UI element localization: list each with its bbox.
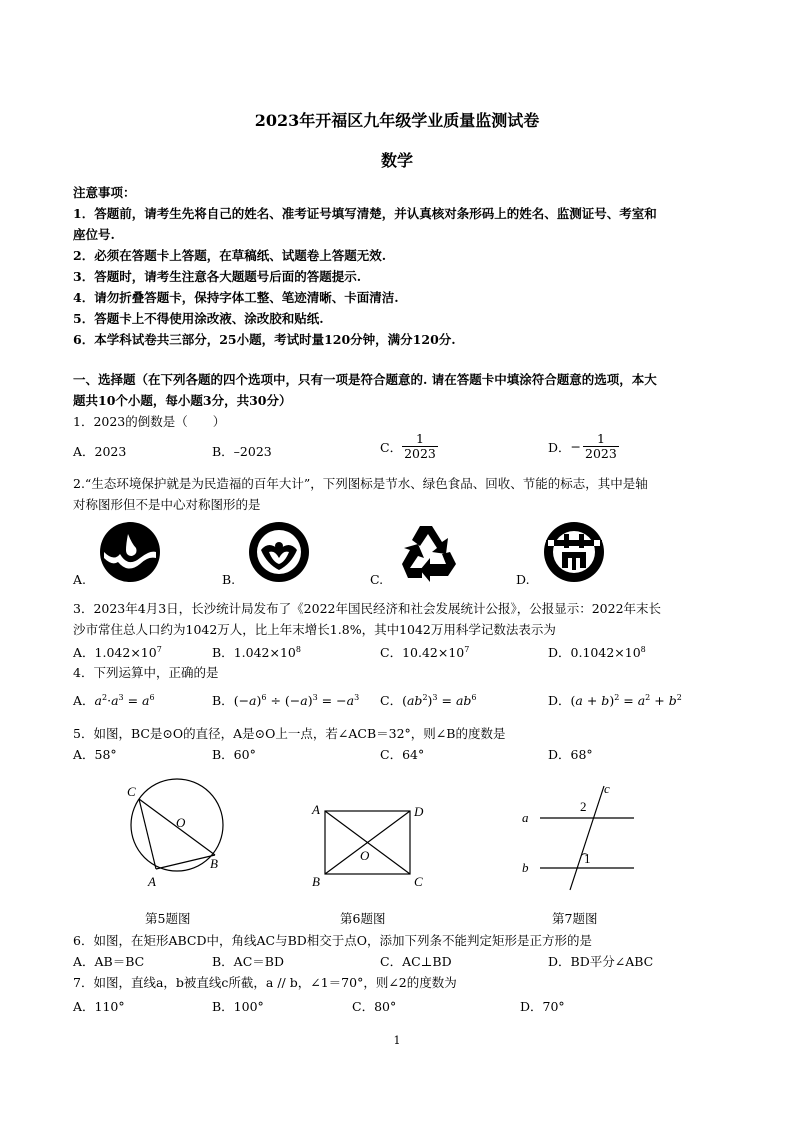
- q3-option-b-label: B．: [212, 645, 234, 660]
- q3-stem-line1: 3．2023年4月3日，长沙统计局发布了《2022年国民经济和社会发展统计公报》，公报显示：2022年末长: [73, 601, 662, 616]
- q2-option-c: C.: [370, 572, 384, 587]
- notice-item-4: 4．请勿折叠答题卡，保持字体工整、笔迹清晰、卡面清洁.: [73, 290, 399, 305]
- q7-stem: 7．如图，直线a，b被直线c所截，a // b，∠1＝70°，则∠2的度数为: [73, 975, 457, 990]
- q3-option-c-exponent: 7: [464, 645, 470, 654]
- q1-option-b: B．–2023: [212, 444, 272, 459]
- q4-option-c-label: C．: [380, 693, 403, 708]
- q1-option-c-label: C．: [380, 439, 403, 455]
- svg-text:B: B: [312, 874, 320, 889]
- q3-stem-line2: 沙市常住总人口约为1042万人，比上年末增长1.8%，其中1042万用科学记数法表示为: [73, 622, 556, 637]
- svg-text:a: a: [522, 810, 529, 825]
- section1-intro-line1: 一、选择题（在下列各题的四个选项中，只有一项是符合题意的. 请在答题卡中填涂符合题意的选项，本大: [73, 372, 657, 387]
- q3-option-d: [548, 643, 646, 661]
- energy-saving-icon: [542, 520, 606, 584]
- q4-option-b: B．$(-a)^6 \div (-a)^3 = -a^3$: [212, 693, 360, 708]
- figure-5-caption: 第5题图: [145, 911, 191, 926]
- recycle-icon: [396, 520, 460, 584]
- q7-option-b: B．100°: [212, 999, 264, 1014]
- q1-option-d-label: D．: [548, 439, 571, 455]
- svg-text:C: C: [414, 874, 423, 889]
- q6-option-c: C．AC⊥BD: [380, 954, 452, 969]
- subject-title: 数学: [380, 151, 413, 170]
- q4-option-a-label: A．: [73, 693, 95, 708]
- q3-option-b: [212, 643, 301, 661]
- q4-option-d: D．$(a + b)^2 = a^2 + b^2$: [548, 693, 682, 708]
- exam-title: 2023年开福区九年级学业质量监测试卷: [254, 111, 540, 130]
- q3-option-d-exponent: 8: [640, 645, 646, 654]
- q3-option-a: [73, 643, 162, 661]
- q7-option-d: D．70°: [520, 999, 565, 1014]
- svg-text:b: b: [522, 860, 529, 875]
- notice-item-1-cont: 座位号.: [73, 227, 115, 242]
- q4-option-c: C．$(ab^2)^3 = ab^6$: [380, 693, 477, 708]
- q1-option-d-fraction: [583, 432, 619, 461]
- notice-item-3: 3．答题时，请考生注意各大题题号后面的答题提示.: [73, 269, 362, 284]
- figure-6-caption: 第6题图: [340, 911, 386, 926]
- svg-text:A: A: [312, 802, 320, 817]
- q2-stem-line1: 2.“生态环境保护就是为民造福的百年大计”，下列图标是节水、绿色食品、回收、节能的标志，其中是轴: [73, 476, 648, 491]
- q3-option-c-label: C．: [380, 645, 403, 660]
- q3-option-d-base: 0.1042×10: [570, 645, 641, 660]
- q2-option-d: D.: [516, 572, 530, 587]
- q1-option-d: [548, 432, 619, 461]
- q6-stem: 6．如图，在矩形ABCD中，角线AC与BD相交于点O，添加下列条不能判定矩形是正方形的是: [73, 933, 593, 948]
- q1-option-c-denominator: 2023: [404, 446, 436, 461]
- q1-option-d-numerator: 1: [583, 432, 619, 447]
- q7-option-c: C．80°: [352, 999, 397, 1014]
- svg-text:D: D: [414, 804, 424, 819]
- q3-option-a-base: 1.042×10: [94, 645, 157, 660]
- figure-6-rectangle-diagram: [308, 800, 430, 892]
- q4-stem: 4．下列运算中，正确的是: [73, 665, 219, 680]
- q4-option-d-label: D．: [548, 693, 571, 708]
- green-food-icon: [247, 520, 311, 584]
- q6-option-a: A．AB＝BC: [73, 954, 145, 969]
- figure-5-circle-diagram: [118, 778, 228, 893]
- q5-stem: 5．如图，BC是⊙O的直径，A是⊙O上一点，若∠ACB＝32°，则∠B的度数是: [73, 726, 506, 741]
- q3-option-b-base: 1.042×10: [233, 645, 296, 660]
- q2-option-b: B.: [222, 572, 236, 587]
- page-number: 1: [393, 1034, 401, 1047]
- water-saving-icon: [98, 520, 162, 584]
- q5-option-c: C．64°: [380, 747, 425, 762]
- section1-intro-line2: 题共10个小题，每小题3分，共30分）: [73, 393, 292, 408]
- q3-option-a-label: A．: [73, 645, 95, 660]
- q3-option-d-label: D．: [548, 645, 571, 660]
- q2-stem-line2: 对称图形但不是中心对称图形的是: [73, 497, 261, 512]
- q5-option-a: A．58°: [73, 747, 117, 762]
- q1-option-a: A．2023: [73, 444, 127, 459]
- q7-option-a: A．110°: [73, 999, 125, 1014]
- q6-option-d: D．BD平分∠ABC: [548, 954, 654, 969]
- q1-option-c: [380, 432, 438, 461]
- notice-item-2: 2．必须在答题卡上答题，在草稿纸、试题卷上答题无效.: [73, 248, 387, 263]
- q1-option-d-denominator: 2023: [585, 446, 617, 461]
- q2-option-a: A.: [73, 572, 87, 587]
- svg-text:2: 2: [580, 799, 587, 814]
- q5-option-d: D．68°: [548, 747, 593, 762]
- svg-text:c: c: [604, 781, 610, 796]
- svg-text:O: O: [360, 848, 370, 863]
- notice-item-5: 5．答题卡上不得使用涂改液、涂改胶和贴纸.: [73, 311, 324, 326]
- notice-item-1: 1．答题前，请考生先将自己的姓名、准考证号填写清楚，并认真核对条形码上的姓名、监测证号、考室和: [73, 206, 657, 221]
- q3-option-a-exponent: 7: [156, 645, 162, 654]
- notice-item-6: 6．本学科试卷共三部分，25小题，考试时量120分钟，满分120分.: [73, 332, 456, 347]
- q3-option-c: [380, 643, 469, 661]
- q3-option-c-base: 10.42×10: [402, 645, 465, 660]
- q1-option-d-sign: −: [570, 439, 582, 454]
- notice-heading: 注意事项：: [73, 185, 136, 200]
- figure-7-parallel-lines-diagram: [518, 780, 640, 892]
- svg-text:C: C: [127, 784, 136, 799]
- q1-option-c-fraction: [402, 432, 438, 461]
- svg-text:1: 1: [584, 851, 591, 866]
- q4-option-a: A．$a^2\cdot a^3 = a^6$: [73, 693, 155, 708]
- q1-option-c-numerator: 1: [402, 432, 438, 447]
- q3-option-b-exponent: 8: [295, 645, 301, 654]
- figure-7-caption: 第7题图: [552, 911, 598, 926]
- q4-option-b-label: B．: [212, 693, 234, 708]
- q5-option-b: B．60°: [212, 747, 256, 762]
- q6-option-b: B．AC＝BD: [212, 954, 284, 969]
- svg-text:A: A: [148, 874, 156, 889]
- svg-text:B: B: [210, 856, 218, 871]
- svg-text:O: O: [176, 815, 186, 830]
- q1-stem: 1．2023的倒数是（ ）: [73, 414, 226, 429]
